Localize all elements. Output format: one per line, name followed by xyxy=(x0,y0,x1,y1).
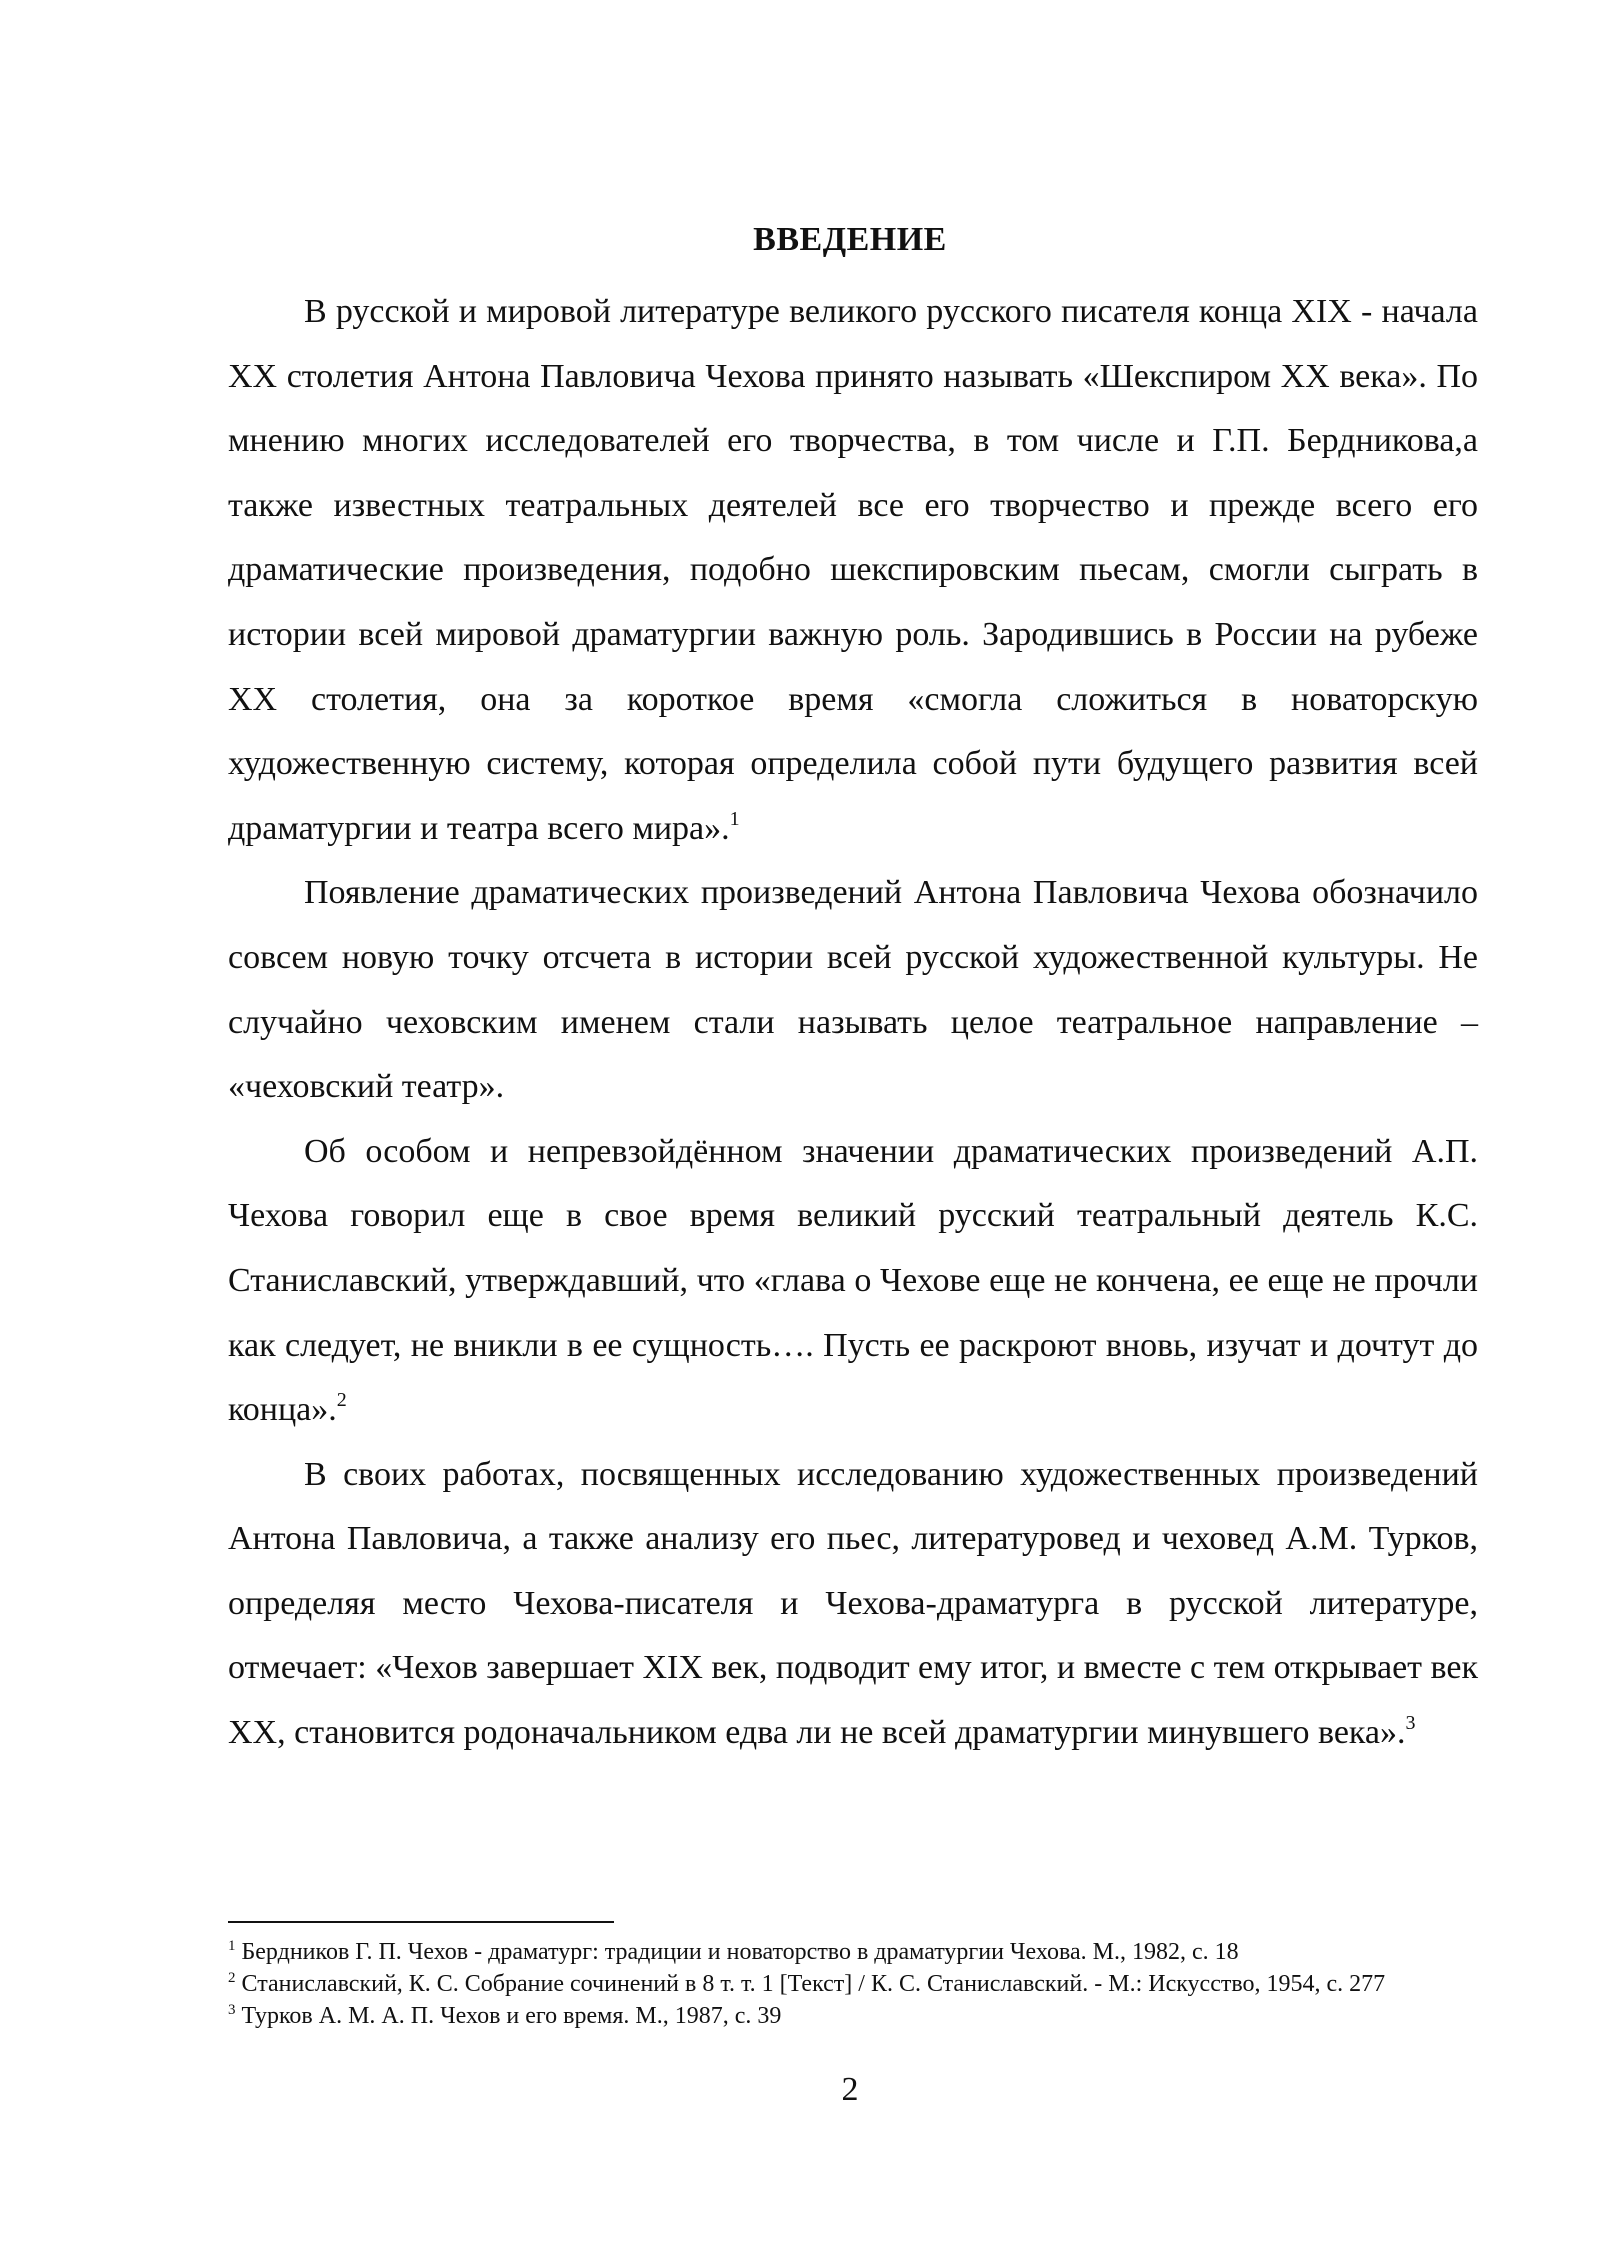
paragraph-1 xyxy=(228,280,1478,861)
paragraph-4-text: В своих работах, посвященных исследованию художественных произведений Антона Павловича, а также анализу его пьес, литературовед и чеховед А.М. Турков, определяя место Чехова-писателя и Чехова-драматурга в русской литературе, отмечает: «Чехов завершает XIX век, подводит ему итог, и вместе с тем открывает век XX, становится родоначальником едва ли не всей драматургии минувшего века». xyxy=(228,1455,1478,1752)
footnote-2 xyxy=(228,1968,1478,2000)
section-heading: ВВЕДЕНИЕ xyxy=(753,221,947,258)
footnote-3-text: Турков А. М. А. П. Чехов и его время. М., 1987, с. 39 xyxy=(241,2003,782,2029)
footnote-1-text: Бердников Г. П. Чехов - драматург: традиции и новаторство в драматургии Чехова. М., 1982, с. 18 xyxy=(241,1939,1239,1965)
footnote-1 xyxy=(228,1936,1478,1968)
paragraph-3-text: Об особом и непревзойдённом значении драматических произведений А.П. Чехова говорил еще в свое время великий русский театральный деятель К.С. Станиславский, утверждавший, что «глава о Чехове еще не кончена, ее еще не прочли как следует, не вникли в ее сущность…. Пусть ее раскроют вновь, изучат и дочтут до конца». xyxy=(228,1132,1478,1429)
paragraph-4 xyxy=(228,1443,1478,1766)
body-text xyxy=(228,280,1478,1766)
footnote-1-number: 1 xyxy=(228,1938,236,1954)
footnote-2-number: 2 xyxy=(228,1970,236,1986)
footnote-ref-1: 1 xyxy=(729,807,740,830)
footnote-3 xyxy=(228,2000,1478,2032)
paragraph-2 xyxy=(228,861,1478,1119)
footnote-ref-3: 3 xyxy=(1405,1712,1416,1735)
footnote-separator xyxy=(228,1921,614,1923)
footnote-ref-2: 2 xyxy=(336,1389,347,1412)
paragraph-1-text: В русской и мировой литературе великого русского писателя конца XIX - начала XX столетия Антона Павловича Чехова принято называть «Шекспиром XX века». По мнению многих исследователей его творчества, в том числе и Г.П. Бердникова,а также известных театральных деятелей все его творчество и прежде всего его драматические произведения, подобно шекспировским пьесам, смогли сыграть в истории всей мировой драматургии важную роль. Зародившись в России на рубеже XX столетия, она за короткое время «смогла сложиться в новаторскую художественную систему, которая определила собой пути будущего развития всей драматургии и театра всего мира». xyxy=(228,293,1478,847)
footnote-2-text: Станиславский, К. С. Собрание сочинений в 8 т. т. 1 [Текст] / К. С. Станиславский. - М.: Искусство, 1954, с. 277 xyxy=(241,1971,1386,1997)
footnote-3-number: 3 xyxy=(228,2002,236,2018)
page-number: 2 xyxy=(841,2071,859,2108)
footnotes xyxy=(228,1936,1478,2032)
paragraph-2-text: Появление драматических произведений Антона Павловича Чехова обозначило совсем новую точку отсчета в истории всей русской художественной культуры. Не случайно чеховским именем стали называть целое театральное направление – «чеховский театр». xyxy=(228,874,1478,1106)
paragraph-3 xyxy=(228,1120,1478,1443)
